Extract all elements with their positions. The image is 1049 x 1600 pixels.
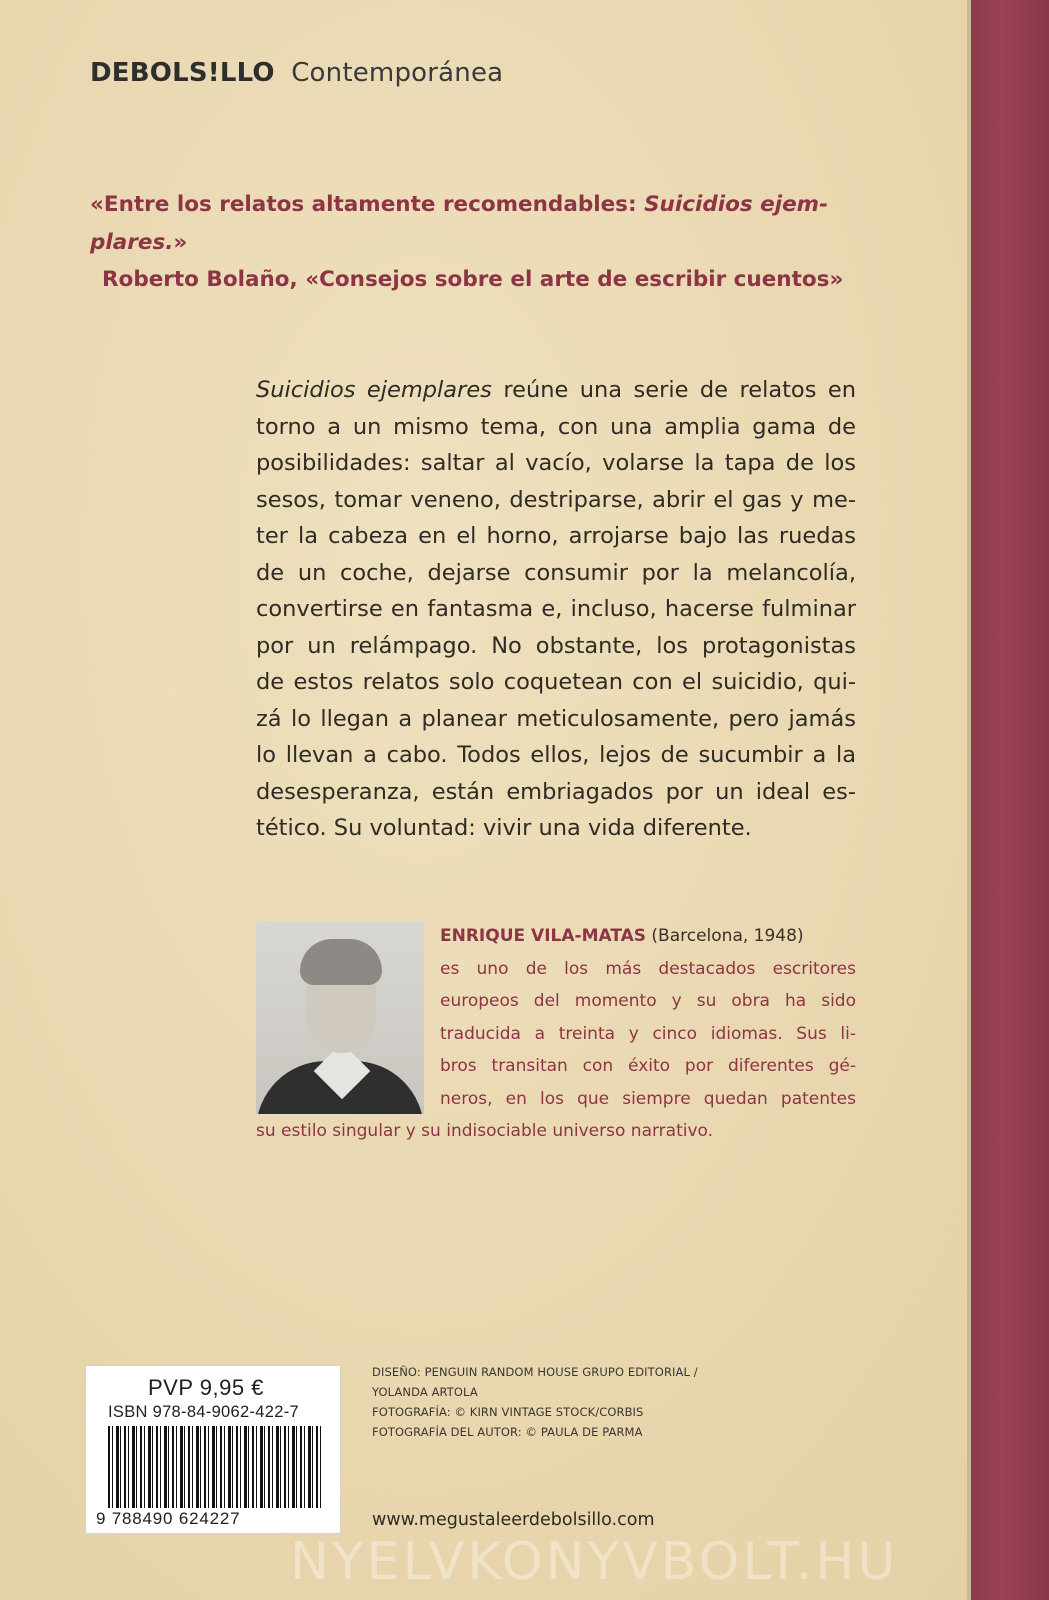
quote-title-part-1: Suicidios ejem-: [644, 192, 829, 217]
synopsis-line: ter la cabeza en el horno, arrojarse bajo las ruedas: [256, 523, 856, 549]
synopsis: [256, 372, 856, 847]
synopsis-title: Suicidios ejemplares: [256, 377, 492, 403]
barcode-digits: 9 788490 624227: [96, 1509, 241, 1528]
bio-line: su estilo singular y su indisociable universo narrativo.: [256, 1121, 714, 1141]
bio-line: neros, en los que siempre quedan patentes: [440, 1088, 856, 1109]
bio-line: traducida a treinta y cinco idiomas. Sus li-: [440, 1023, 856, 1044]
blurb-quote: [90, 186, 855, 262]
synopsis-line: posibilidades: saltar al vacío, volarse la tapa de los: [256, 450, 856, 476]
bio-line: es uno de los más destacados escritores: [440, 958, 856, 979]
credit-line: YOLANDA ARTOLA: [372, 1385, 478, 1399]
quote-close: »: [173, 230, 188, 255]
synopsis-line: lo llevan a cabo. Todos ellos, lejos de sucumbir a la: [256, 742, 856, 768]
book-spine: [971, 0, 1049, 1600]
barcode-icon: [108, 1426, 323, 1508]
series-header: [90, 58, 503, 88]
credit-line: FOTOGRAFÍA DEL AUTOR: © PAULA DE PARMA: [372, 1425, 643, 1439]
synopsis-line: convertirse en fantasma e, incluso, hacerse fulminar: [256, 596, 856, 622]
publisher-brand: DEBOLS!LLO: [90, 58, 275, 88]
quote-title-part-2: plares.: [90, 230, 174, 255]
quote-text: «Entre los relatos altamente recomendables:: [90, 192, 645, 217]
collection-name: Contemporánea: [291, 58, 504, 88]
credit-line: FOTOGRAFÍA: © KIRN VINTAGE STOCK/CORBIS: [372, 1405, 644, 1419]
isbn: ISBN 978-84-9062-422-7: [108, 1403, 299, 1421]
price-barcode-sticker: [85, 1365, 341, 1534]
author-bio: [256, 920, 856, 1148]
bio-line: bros transitan con éxito por diferentes gé-: [440, 1056, 856, 1076]
credit-line: DISEÑO: PENGUIN RANDOM HOUSE GRUPO EDITORIAL /: [372, 1365, 698, 1379]
synopsis-line: Suicidios ejemplares reúne una serie de relatos en: [256, 377, 856, 403]
bio-line: [440, 920, 856, 953]
synopsis-line: por un relámpago. No obstante, los protagonistas: [256, 632, 856, 659]
synopsis-line: de estos relatos solo coquetean con el suicidio, qui-: [256, 669, 856, 695]
author-name: ENRIQUE VILA-MATAS: [440, 926, 647, 946]
price: PVP 9,95 €: [148, 1375, 264, 1400]
synopsis-line: torno a un mismo tema, con una amplia gama de: [256, 413, 856, 440]
bio-line: europeos del momento y su obra ha sido: [440, 991, 856, 1011]
synopsis-line: desesperanza, están embriagados por un ideal es-: [256, 778, 856, 805]
watermark: NYELVKONYVBOLT.HU: [290, 1532, 899, 1592]
quote-attribution: Roberto Bolaño, «Consejos sobre el arte de escribir cuentos»: [102, 267, 844, 292]
synopsis-line: de un coche, dejarse consumir por la melancolía,: [256, 559, 856, 586]
synopsis-line: sesos, tomar veneno, destriparse, abrir el gas y me-: [256, 486, 856, 513]
synopsis-line: zá lo llegan a planear meticulosamente, pero jamás: [256, 705, 856, 732]
publisher-website: www.megustaleerdebolsillo.com: [372, 1510, 655, 1530]
credits: [372, 1362, 698, 1442]
author-origin: (Barcelona, 1948): [651, 926, 804, 946]
synopsis-line: tético. Su voluntad: vivir una vida diferente.: [256, 815, 752, 841]
